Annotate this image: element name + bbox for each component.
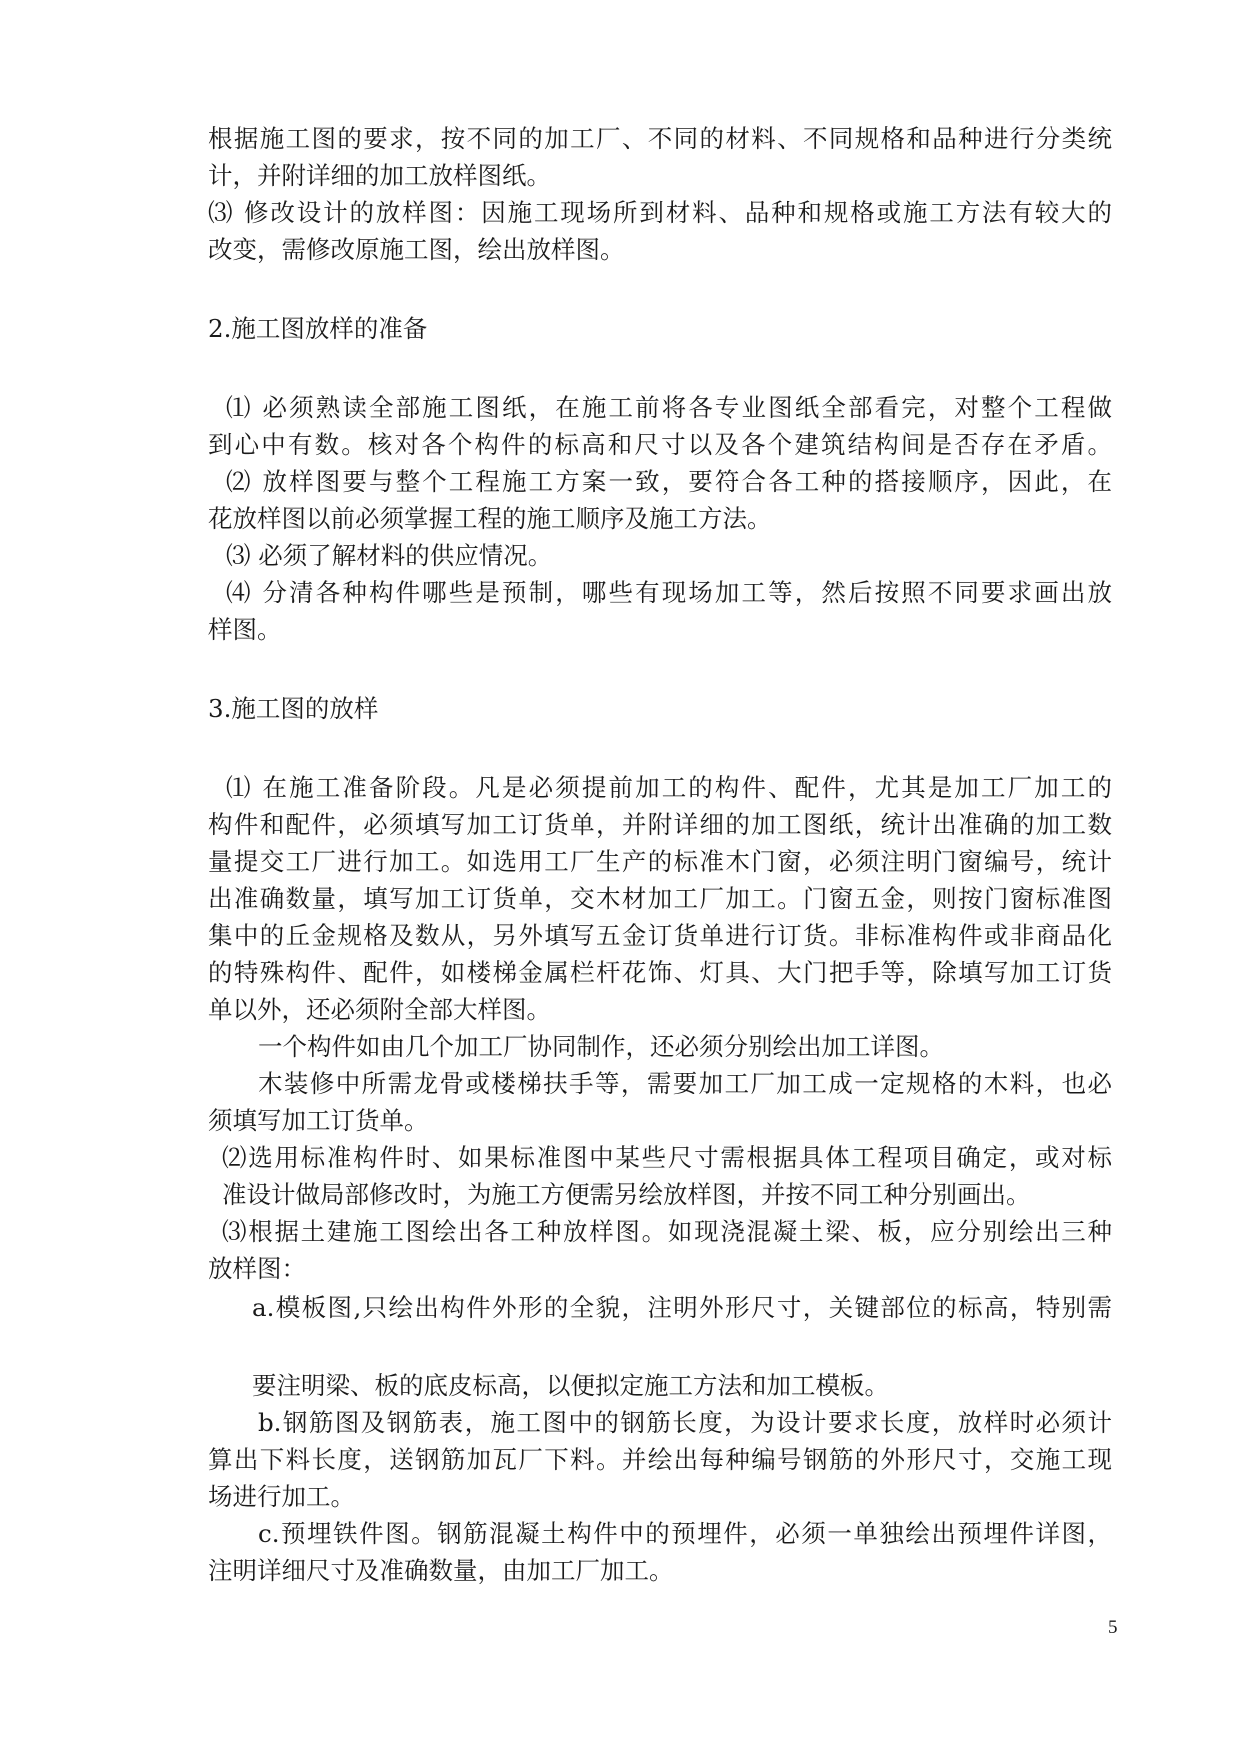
body-line: ⑶根据土建施工图绘出各工种放样图。如现浇混凝土梁、板，应分别绘出三种 — [222, 1217, 1112, 1246]
body-line: 算出下料长度，送钢筋加瓦厂下料。并绘出每种编号钢筋的外形尺寸，交施工现 — [208, 1445, 1112, 1474]
body-line: b.钢筋图及钢筋表，施工图中的钢筋长度，为设计要求长度，放样时必须计 — [258, 1408, 1112, 1437]
body-line: 场进行加工。 — [208, 1482, 355, 1511]
body-line: ⑴ 在施工准备阶段。凡是必须提前加工的构件、配件，尤其是加工厂加工的 — [226, 773, 1112, 802]
body-line: 花放样图以前必须掌握工程的施工顺序及施工方法。 — [208, 504, 772, 533]
body-line: 根据施工图的要求，按不同的加工厂、不同的材料、不同规格和品种进行分类统 — [208, 124, 1112, 153]
body-line: 出准确数量，填写加工订货单，交木材加工厂加工。门窗五金，则按门窗标准图 — [208, 884, 1112, 913]
body-line: 集中的丘金规格及数从，另外填写五金订货单进行订货。非标准构件或非商品化 — [208, 921, 1112, 950]
body-line: ⑵ 放样图要与整个工程施工方案一致，要符合各工种的搭接顺序，因此，在 — [226, 467, 1112, 496]
section-heading: 3.施工图的放样 — [208, 694, 379, 723]
section-heading: 2.施工图放样的准备 — [208, 314, 428, 343]
body-line: a.模板图,只绘出构件外形的全貌，注明外形尺寸，关键部位的标高，特别需 — [252, 1293, 1112, 1322]
body-line: ⑴ 必须熟读全部施工图纸，在施工前将各专业图纸全部看完，对整个工程做 — [226, 393, 1112, 422]
body-line: ⑷ 分清各种构件哪些是预制，哪些有现场加工等，然后按照不同要求画出放 — [226, 578, 1112, 607]
body-line: 准设计做局部修改时，为施工方便需另绘放样图，并按不同工种分别画出。 — [222, 1180, 1031, 1209]
body-line: 须填写加工订货单。 — [208, 1106, 429, 1135]
body-line: ⑶ 必须了解材料的供应情况。 — [226, 541, 553, 570]
body-line: 的特殊构件、配件，如楼梯金属栏杆花饰、灯具、大门把手等，除填写加工订货 — [208, 958, 1112, 987]
body-line: 要注明梁、板的底皮标高，以便拟定施工方法和加工模板。 — [252, 1371, 889, 1400]
body-line: 木装修中所需龙骨或楼梯扶手等，需要加工厂加工成一定规格的木料，也必 — [258, 1069, 1112, 1098]
body-line: 到心中有数。核对各个构件的标高和尺寸以及各个建筑结构间是否存在矛盾。 — [208, 430, 1112, 459]
body-line: 放样图： — [208, 1254, 306, 1283]
body-line: c.预埋铁件图。钢筋混凝土构件中的预埋件，必须一单独绘出预埋件详图， — [258, 1519, 1112, 1548]
page-number: 5 — [1108, 1617, 1118, 1638]
body-line: 量提交工厂进行加工。如选用工厂生产的标准木门窗，必须注明门窗编号，统计 — [208, 847, 1112, 876]
body-line: 改变，需修改原施工图，绘出放样图。 — [208, 235, 625, 264]
body-line: 样图。 — [208, 615, 282, 644]
body-line: ⑵选用标准构件时、如果标准图中某些尺寸需根据具体工程项目确定，或对标 — [222, 1143, 1112, 1172]
body-line: ⑶ 修改设计的放样图：因施工现场所到材料、品种和规格或施工方法有较大的 — [208, 198, 1112, 227]
body-line: 计，并附详细的加工放样图纸。 — [208, 161, 551, 190]
body-line: 一个构件如由几个加工厂协同制作，还必须分别绘出加工详图。 — [258, 1032, 944, 1061]
body-line: 注明详细尺寸及准确数量，由加工厂加工。 — [208, 1556, 674, 1585]
body-line: 构件和配件，必须填写加工订货单，并附详细的加工图纸，统计出准确的加工数 — [208, 810, 1112, 839]
body-line: 单以外，还必须附全部大样图。 — [208, 995, 551, 1024]
